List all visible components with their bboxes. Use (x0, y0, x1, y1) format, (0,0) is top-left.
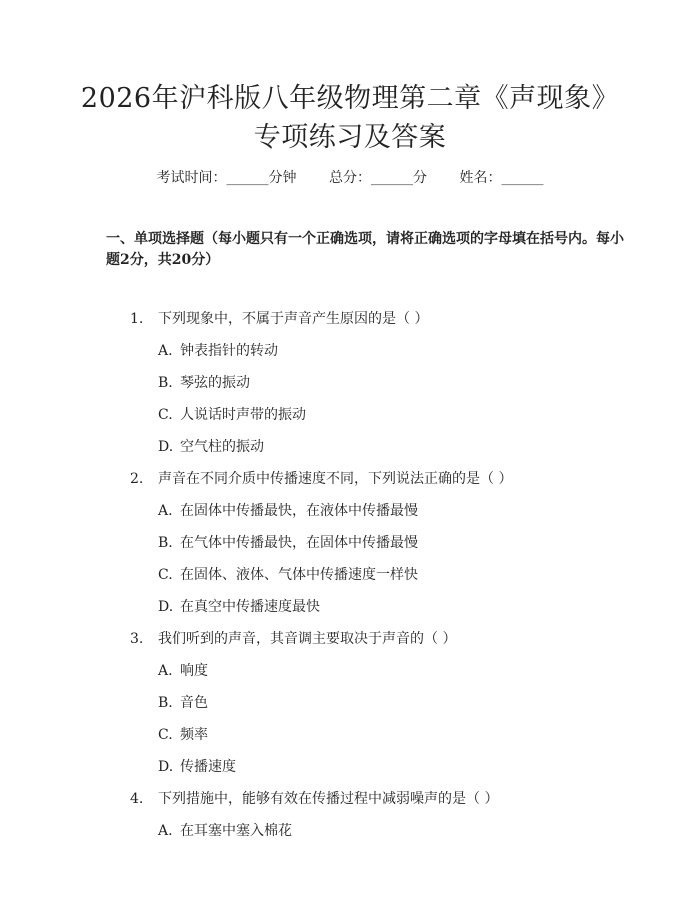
document-title-line2: 专项练习及答案 (253, 122, 447, 153)
question-number: 3. (130, 631, 144, 647)
question-number: 1. (130, 311, 144, 327)
option-text: 在耳塞中塞入棉花 (180, 823, 292, 839)
exam-time-field: 考试时间：______分钟 (156, 170, 297, 186)
question-text: 下列现象中，不属于声音产生原因的是（ ） (158, 311, 429, 327)
exam-score-field: 总分：______分 (329, 170, 427, 186)
option-letter: C. (158, 727, 173, 743)
option-text: 琴弦的振动 (180, 375, 250, 391)
option-text: 在气体中传播最快，在固体中传播最慢 (180, 535, 418, 551)
option-letter: A. (158, 503, 173, 519)
section-header-single-choice: 一、单项选择题（每小题只有一个正确选项，请将正确选项的字母填在括号内。每小题2分，共20分） (106, 231, 624, 268)
option-text: 响度 (180, 663, 208, 679)
option-letter: B. (158, 695, 173, 711)
option-letter: A. (158, 823, 173, 839)
question-number: 2. (130, 471, 144, 487)
option-letter: B. (158, 535, 173, 551)
option-letter: D. (158, 759, 174, 775)
exam-name-field: 姓名：______ (459, 170, 544, 186)
option-letter: A. (158, 343, 173, 359)
option-text: 传播速度 (180, 759, 236, 775)
question-text: 下列措施中，能够有效在传播过程中减弱噪声的是（ ） (158, 791, 499, 807)
option-text: 频率 (180, 727, 208, 743)
option-text: 在真空中传播速度最快 (180, 599, 320, 615)
option-text: 钟表指针的转动 (180, 343, 278, 359)
option-text: 在固体中传播最快，在液体中传播最慢 (180, 503, 418, 519)
option-letter: D. (158, 439, 174, 455)
option-letter: A. (158, 663, 173, 679)
option-text: 音色 (180, 695, 208, 711)
question-text: 声音在不同介质中传播速度不同，下列说法正确的是（ ） (158, 471, 513, 487)
option-letter: D. (158, 599, 174, 615)
question-number: 4. (130, 791, 144, 807)
question-text: 我们听到的声音，其音调主要取决于声音的（ ） (158, 631, 457, 647)
option-letter: B. (158, 375, 173, 391)
option-text: 空气柱的振动 (180, 439, 264, 455)
document-title-line1: 2026年沪科版八年级物理第二章《声现象》 (80, 83, 620, 114)
exam-info-bar (0, 168, 700, 188)
option-letter: C. (158, 407, 173, 423)
option-text: 人说话时声带的振动 (180, 407, 306, 423)
option-text: 在固体、液体、气体中传播速度一样快 (180, 567, 418, 583)
option-letter: C. (158, 567, 173, 583)
